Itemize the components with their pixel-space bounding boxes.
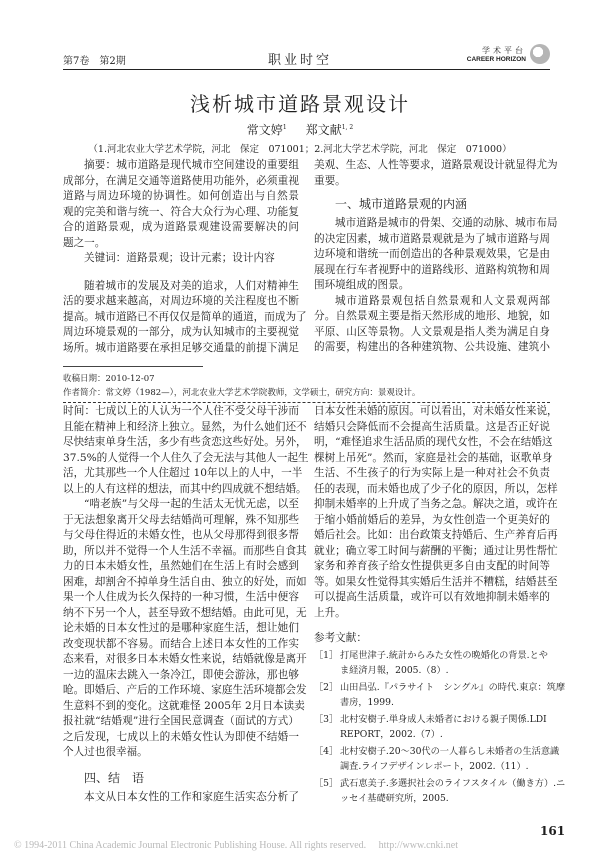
reference-text: 書房，1999. — [340, 696, 394, 708]
journal-name: 职业时空 — [267, 53, 332, 68]
section-heading-1: 一、城市道路景观的内涵 — [335, 197, 468, 211]
affiliations: （1.河北农业大学艺术学院，河北 保定 071001；2.河北大学艺术学院，河北 保定 071000） — [88, 144, 512, 155]
references-heading: 参考文献： — [314, 632, 367, 644]
reference-text: 北村安樹子.単身成人未婚者における親子関係.LDI — [340, 714, 547, 725]
authors — [0, 121, 600, 138]
text-line: 生意料不到的变化。这就难怪 2005年 2月日本读卖 — [63, 699, 305, 712]
text-line: 之后发现，七成以上的未婚女性认为即使不结婚一 — [63, 730, 299, 743]
text-line: 城市道路景观包括自然景观和人文景观两部 — [335, 294, 550, 307]
text-line: 可以提高生活质量，或许可以有效地抑制未婚率的 — [314, 591, 550, 603]
text-line: 活的要求越来越高，对周边环境的关注程度也不断 — [63, 295, 299, 307]
text-line: 论未婚的日本女性过的是哪种家庭生活，想让她们 — [63, 622, 299, 634]
text-line: 活，尤其那些一个人住超过 10年以上的人中，一半 — [63, 467, 303, 479]
text-line: 边环境和谐统一而创造出的各种景观效果，它是由 — [314, 248, 550, 260]
author-1: 常文婷 — [246, 123, 283, 137]
text-line: 尽快结束单身生活，多少有些贪恋这些好处。另外， — [63, 436, 307, 448]
text-line: 随着城市的发展及对美的追求，人们对精神生 — [84, 279, 299, 292]
footnote-rule — [63, 366, 203, 367]
text-line: 场所。城市道路要在承担足够交通量的前提下满足 — [63, 341, 299, 354]
reference-item — [314, 681, 566, 710]
keywords: 关键词：道路景观；设计元素；设计内容 — [84, 252, 275, 264]
text-line: 力的日本未婚女性，虽然她们在生活上有时会感到 — [63, 560, 299, 572]
volume-issue: 第7卷 第2期 — [63, 56, 126, 67]
text-line: 结婚只会降低而不会提高生活质量。这是否正好说 — [314, 420, 550, 433]
text-line: 城市道路是城市的骨架、交通的动脉、城市布局 — [335, 217, 558, 229]
text-line: 日本女性未婚的原因。可以看出，对未婚女性来说， — [314, 405, 558, 417]
text-line: 困难，却割舍不掉单身生活自由、独立的好处，而如 — [63, 575, 307, 588]
paragraph — [63, 404, 309, 497]
received-date: 收稿日期：2010-12-07 — [63, 374, 155, 384]
text-line: 任的表现，而未婚也成了少子化的原因，所以，怎样 — [314, 482, 558, 495]
text-line: 助，所以并不觉得一个人生活不幸福。而那些自食其 — [63, 544, 307, 557]
text-line: “啃老族”与父母一起的生活太无忧无虑，以至 — [84, 498, 299, 510]
reference-item — [314, 777, 566, 806]
reference-text: ま経済月報，2005.（8）. — [340, 664, 449, 676]
reference-number: ［1］ — [314, 650, 339, 661]
text-line: 题之一。 — [63, 236, 106, 249]
reference-number: ［5］ — [314, 778, 339, 789]
journal-logo — [467, 44, 550, 64]
text-line: 抑制未婚率的上升成了当务之急。解决之道，或许在 — [314, 498, 558, 510]
logo-en-text: CAREER HORIZON — [466, 56, 526, 63]
reference-text: 山田昌弘.『パラサイト シングル』の時代.東京：筑摩 — [340, 682, 566, 693]
text-line: 的需要，构建出的各种建筑物、公共设施、建筑小 — [314, 341, 550, 353]
paragraph — [63, 790, 299, 806]
text-line: 摘要：城市道路是现代城市空间建设的重要组 — [84, 159, 299, 171]
paragraph — [63, 497, 307, 761]
text-line: 上升。 — [314, 606, 346, 619]
text-line: 合的道路景观，成为道路景观建设需要解决的问 — [63, 221, 299, 233]
paragraph — [314, 294, 550, 356]
text-line: 明，“难怪追求生活品质的现代女性，不会在结婚这 — [314, 436, 553, 448]
text-line: 于缩小婚前婚后的差异，为女性创造一个更美好的 — [314, 513, 550, 526]
text-line: 婚后社会。比如：出台政策支持婚后、生产养育后再 — [314, 529, 558, 541]
text-line: 且能在精神上和经济上独立。显然，为什么她们还不 — [63, 420, 307, 433]
text-line: 道路与周边环境的协调性。如何创造出与自然景 — [63, 190, 299, 202]
text-line: 生活、不生孩子的行为实际上是一种对社会不负责 — [314, 467, 550, 479]
logo-cn-text: 学术平台 — [482, 46, 526, 55]
references-list — [314, 649, 566, 806]
header-rule — [63, 69, 550, 70]
reference-number: ［2］ — [314, 682, 339, 693]
reference-item — [314, 649, 550, 678]
reference-number: ［4］ — [314, 746, 339, 757]
article-title: 浅析城市道路景观设计 — [190, 92, 410, 116]
text-line: 的决定因素，城市道路景观就是为了城市道路与周 — [314, 232, 550, 245]
text-line: 呛。即婚后、产后的工作环境、家庭生活环境都会发 — [63, 684, 307, 696]
text-line: 提高。城市道路已不再仅仅是简单的通道，而成为了 — [63, 310, 307, 323]
logo-emblem-icon — [530, 44, 550, 64]
reference-text: 武石恵美子.多選択社会のライフスタイル（働き方）.ニ — [340, 778, 566, 789]
reference-number: ［3］ — [314, 714, 339, 725]
text-line: 观的完美和谐与统一、符合大众行为心理、功能复 — [63, 205, 299, 218]
right-column-top — [314, 158, 558, 356]
abstract — [63, 158, 299, 251]
text-line: 美观、生态、人性等要求，道路景观设计就显得尤为 — [314, 159, 558, 171]
text-line: 棵树上吊死”。然而，家庭是社会的基础，讴歌单身 — [314, 451, 553, 464]
text-line: 本文从日本女性的工作和家庭生活实态分析了 — [84, 790, 299, 803]
reference-text: 北村安樹子.20～30代の一人暮らし未婚者の生活意識 — [340, 746, 560, 757]
text-line: 一边的温床去跳入一条冷江，即使会游泳，那也够 — [63, 668, 299, 681]
text-line: 与父母住得近的未婚女性，也从父母那得到很多帮 — [63, 529, 299, 541]
text-line: 个人过也很幸福。 — [63, 746, 148, 758]
section-heading-4: 四、结 语 — [84, 770, 145, 785]
left-column-top — [63, 158, 307, 356]
text-line: 成部分，在满足交通等道路使用功能外，必须重视 — [63, 174, 299, 187]
copyright-watermark: © 1994-2011 China Academic Journal Electronic Publishing House. All rights reserved. http://www.cnki.net — [14, 840, 459, 851]
paragraph — [314, 216, 558, 294]
text-line: 家务和养育孩子给女性提供更多自由支配的时间等 — [314, 560, 550, 572]
author-2: 郑文献 — [305, 123, 342, 137]
text-line: 时间：七成以上的人认为一个人住不受父母干涉而 — [63, 405, 299, 417]
author-bio: 作者简介：常文婷（1982—），河北农业大学艺术学院教师，文学硕士，研究方向：景观设计。 — [63, 388, 421, 398]
text-line: 果一个人住成为长久保持的一种习惯，生活中便容 — [63, 591, 299, 603]
reference-text: 打尾世津子.統計からみた女性の晩婚化の背景.とや — [340, 650, 548, 661]
text-line: 态来看，对很多日本未婚女性来说，结婚就像是离开 — [63, 653, 307, 665]
text-line: 于无法想象离开父母去结婚尚可理解，殊不知那些 — [63, 513, 299, 526]
page-number: 161 — [540, 824, 566, 838]
reference-text: 調査.ライフデザインレポート，2002.（11）. — [340, 760, 529, 772]
text-line: 围环境组成的图景。 — [314, 279, 410, 291]
dashed-separator — [63, 402, 550, 403]
text-line: 周边环境景观的一部分，成为认知城市的主要视觉 — [63, 326, 299, 338]
text-line: 等。如果女性觉得其实婚后生活并不糟糕，结婚甚至 — [314, 575, 558, 588]
text-line: 就业；确立零工时间与薪酬的平衡；通过让男性帮忙 — [314, 544, 558, 557]
text-line: 改变现状都不容易。而结合上述日本女性的工作实 — [63, 637, 299, 650]
author-2-affil: 1, 2 — [341, 124, 354, 131]
reference-text: ッセイ基礎研究所，2005. — [340, 792, 449, 804]
intro-continued — [314, 158, 558, 189]
text-line: 分。自然景观主要是指天然形成的地形、地貌，如 — [314, 310, 550, 322]
text-line: 以上的人有这样的想法，而其中约四成就不想结婚。 — [63, 482, 307, 495]
right-column-bottom — [314, 404, 566, 809]
text-line: 平原、山区等景物。人文景观是指人类为满足自身 — [314, 325, 550, 338]
left-column-bottom — [63, 404, 309, 805]
text-line: 37.5%的人觉得一个人住久了会无法与其他人一起生 — [63, 451, 309, 464]
text-line: 纳不下另一个人，甚至导致不想结婚。由此可见，无 — [63, 606, 307, 619]
paragraph — [314, 404, 558, 621]
text-line: 重要。 — [314, 174, 346, 187]
reference-item — [314, 745, 560, 774]
intro-paragraph — [63, 279, 307, 357]
author-1-affil: 1 — [282, 124, 287, 131]
text-line: 展现在行车者视野中的道路线形、道路构筑物和周 — [314, 263, 550, 276]
text-line: 报社就“结婚观”进行全国民意调查（面试的方式） — [63, 715, 299, 727]
reference-text: REPORT，2002.（7）. — [340, 728, 443, 740]
reference-item — [314, 713, 550, 742]
